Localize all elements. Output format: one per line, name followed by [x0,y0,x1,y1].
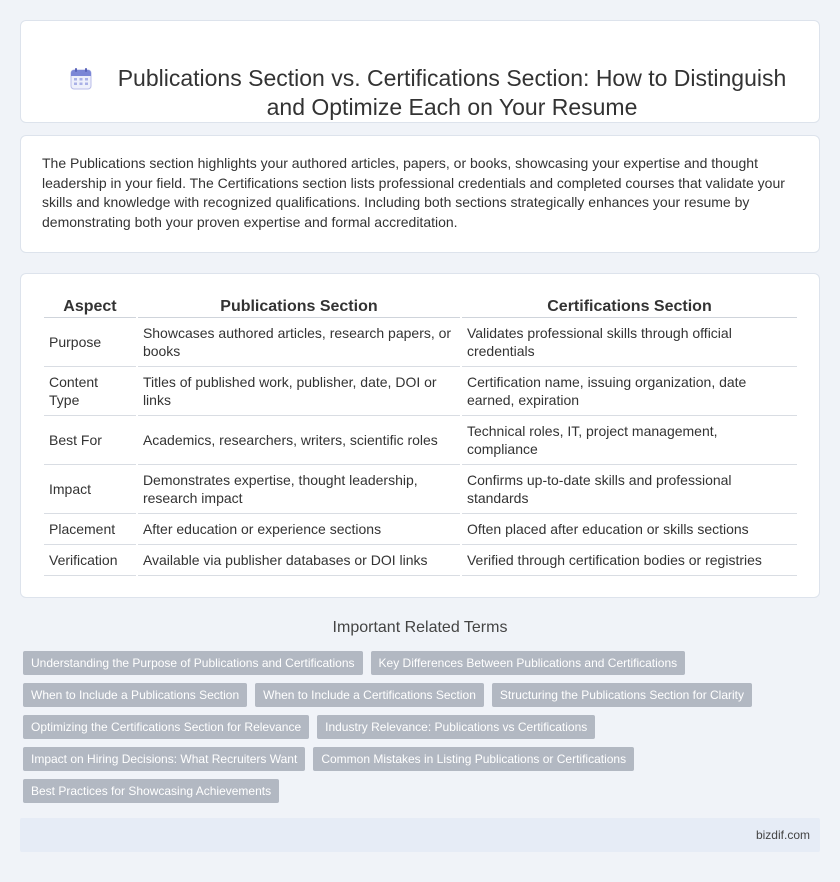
table-cell: Titles of published work, publisher, date, DOI or links [138,367,460,416]
related-terms-title: Important Related Terms [332,619,508,636]
table-cell: Placement [44,514,136,545]
table-cell: Impact [44,465,136,514]
table-row [44,367,797,416]
comparison-table [42,296,799,576]
table-row [44,514,797,545]
table-header-row [44,296,797,318]
tag-row [23,715,803,739]
header-certifications: Certifications Section [462,296,797,318]
table-cell: After education or experience sections [138,514,460,545]
header-publications: Publications Section [138,296,460,318]
related-term-tag[interactable]: When to Include a Certifications Section [255,683,484,707]
table-row [44,416,797,465]
intro-card [20,135,820,253]
table-row [44,465,797,514]
table-cell: Available via publisher databases or DOI links [138,545,460,576]
table-cell: Academics, researchers, writers, scientific roles [138,416,460,465]
page-title: Publications Section vs. Certifications Section: How to Distinguish and Optimize Each on Your Resume [117,65,787,120]
table-row [44,545,797,576]
tag-row [23,683,803,707]
table-row [44,318,797,367]
footer [20,818,820,852]
table-cell: Validates professional skills through official credentials [462,318,797,367]
tag-row [23,651,803,675]
table-cell: Certification name, issuing organization, date earned, expiration [462,367,797,416]
table-cell: Often placed after education or skills sections [462,514,797,545]
tag-row [23,779,803,803]
tag-row [23,747,803,771]
related-term-tag[interactable]: Industry Relevance: Publications vs Certifications [317,715,595,739]
related-term-tag[interactable]: Optimizing the Certifications Section for Relevance [23,715,309,739]
related-term-tag[interactable]: Key Differences Between Publications and Certifications [371,651,686,675]
related-term-tag[interactable]: Best Practices for Showcasing Achievements [23,779,279,803]
related-term-tag[interactable]: Common Mistakes in Listing Publications or Certifications [313,747,634,771]
related-terms-list [23,651,803,811]
table-cell: Technical roles, IT, project management, compliance [462,416,797,465]
related-term-tag[interactable]: When to Include a Publications Section [23,683,247,707]
comparison-card [20,273,820,598]
header-card [20,20,820,123]
intro-text: The Publications section highlights your authored articles, papers, or books, showcasing your expertise and thought leadership in your field. The Certifications section lists professional credentials and completed courses that validate your skills and knowledge with recognized qualifications. Including both sections strategically enhances your resume by demonstrating both your proven expertise and formal accreditation. [42,155,785,230]
header-aspect: Aspect [44,296,136,318]
footer-brand[interactable]: bizdif.com [755,828,810,842]
table-cell: Demonstrates expertise, thought leadership, research impact [138,465,460,514]
table-cell: Showcases authored articles, research papers, or books [138,318,460,367]
table-cell: Purpose [44,318,136,367]
table-cell: Best For [44,416,136,465]
related-term-tag[interactable]: Impact on Hiring Decisions: What Recruiters Want [23,747,305,771]
calendar-icon [69,67,93,91]
table-cell: Content Type [44,367,136,416]
table-cell: Verified through certification bodies or registries [462,545,797,576]
table-cell: Verification [44,545,136,576]
related-term-tag[interactable]: Structuring the Publications Section for Clarity [492,683,752,707]
related-term-tag[interactable]: Understanding the Purpose of Publications and Certifications [23,651,363,675]
table-cell: Confirms up-to-date skills and professional standards [462,465,797,514]
